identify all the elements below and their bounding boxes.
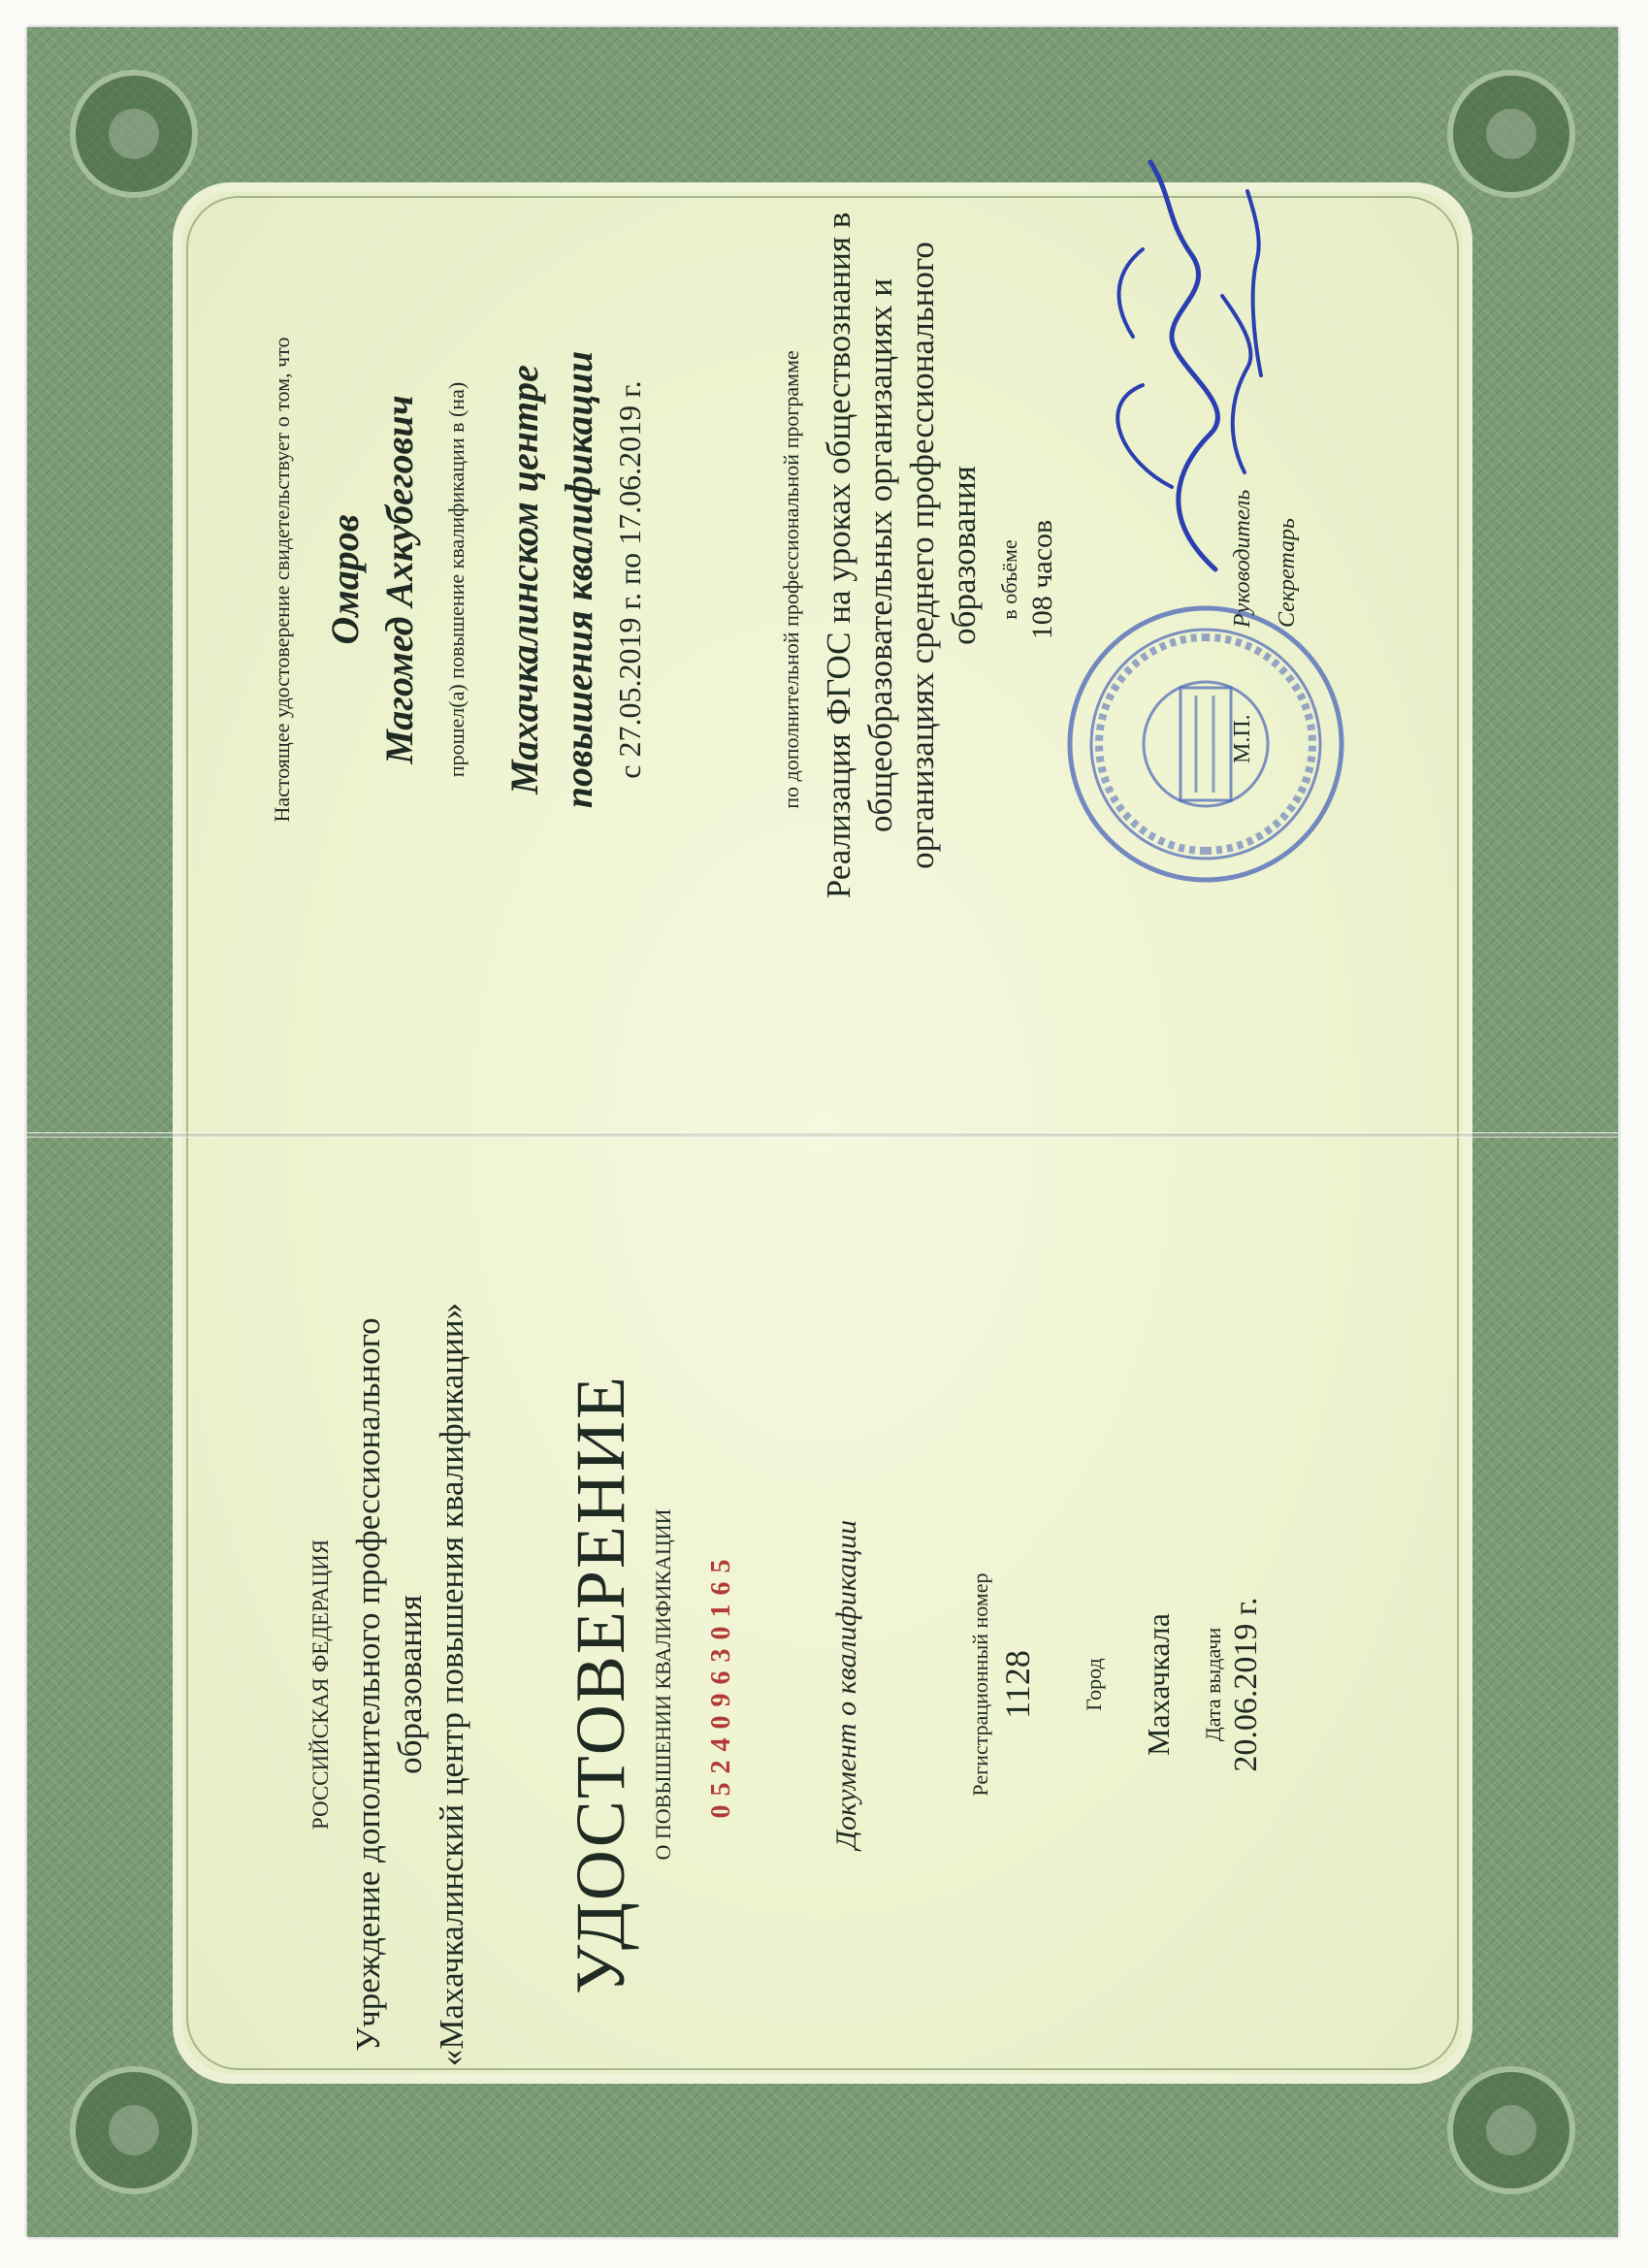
head-signature-label: Руководитель — [1230, 489, 1255, 628]
secretary-signature-label: Секретарь — [1275, 518, 1300, 628]
seal-place-label: М.П. — [1230, 714, 1255, 763]
program-line: общеобразовательных организациях и — [861, 278, 899, 832]
certificate-document — [27, 27, 1618, 2237]
city-value: Махачкала — [1141, 1613, 1176, 1756]
institution-line: Учреждение дополнительного профессионального — [349, 1317, 387, 2052]
program-line: организациях среднего профессионального — [903, 242, 941, 869]
federation-label: РОССИЙСКАЯ ФЕДЕРАЦИЯ — [308, 1539, 333, 1831]
volume-label: в объёме — [997, 539, 1021, 620]
holder-given-names: Магомед Ахкубегович — [377, 395, 421, 764]
training-center-line: повышения квалификации — [557, 350, 600, 809]
training-center-line: Махачкалинском центре — [502, 365, 546, 794]
institution-line: «Махачкалинский центр повышения квалификации» — [433, 1302, 470, 2067]
program-line: образования — [945, 466, 983, 645]
holder-name — [318, 144, 427, 1016]
serial-number: 052409630165 — [706, 1550, 736, 1819]
institution-line: образования — [391, 1595, 429, 1774]
registration-number: 1128 — [998, 1650, 1037, 1719]
program-line: Реализация ФГОС на уроках обществознания в — [820, 211, 857, 899]
registration-label: Регистрационный номер — [968, 1572, 992, 1797]
rotated-content — [27, 27, 1618, 2237]
volume-value: 108 часов — [1026, 519, 1058, 640]
right-page — [27, 27, 1618, 1132]
training-period: с 27.05.2019 г. по 17.06.2019 г. — [612, 380, 647, 779]
program-label: по дополнительной профессиональной программе — [779, 350, 803, 809]
round-seal-icon — [1060, 599, 1351, 890]
program-title — [818, 134, 985, 977]
issue-date-label: Дата выдачи — [1201, 1627, 1225, 1742]
institution-name — [347, 1248, 472, 2121]
certificate-title: УДОСТОВЕРЕНИЕ — [562, 1375, 639, 1994]
intro-text: Настоящее удостоверение свидетельствует о том, что — [270, 337, 294, 823]
holder-surname: Омаров — [323, 514, 367, 645]
signatures-icon — [1055, 143, 1288, 589]
completed-text: прошел(а) повышение квалификации в (на) — [444, 381, 469, 778]
city-label: Город — [1082, 1658, 1106, 1711]
certificate-subtitle: О ПОВЫШЕНИИ КВАЛИФИКАЦИИ — [651, 1508, 675, 1861]
issue-date-value: 20.06.2019 г. — [1228, 1597, 1264, 1772]
left-page — [27, 1132, 1618, 2237]
document-type: Документ о квалификации — [830, 1519, 862, 1850]
training-center — [498, 144, 606, 1016]
